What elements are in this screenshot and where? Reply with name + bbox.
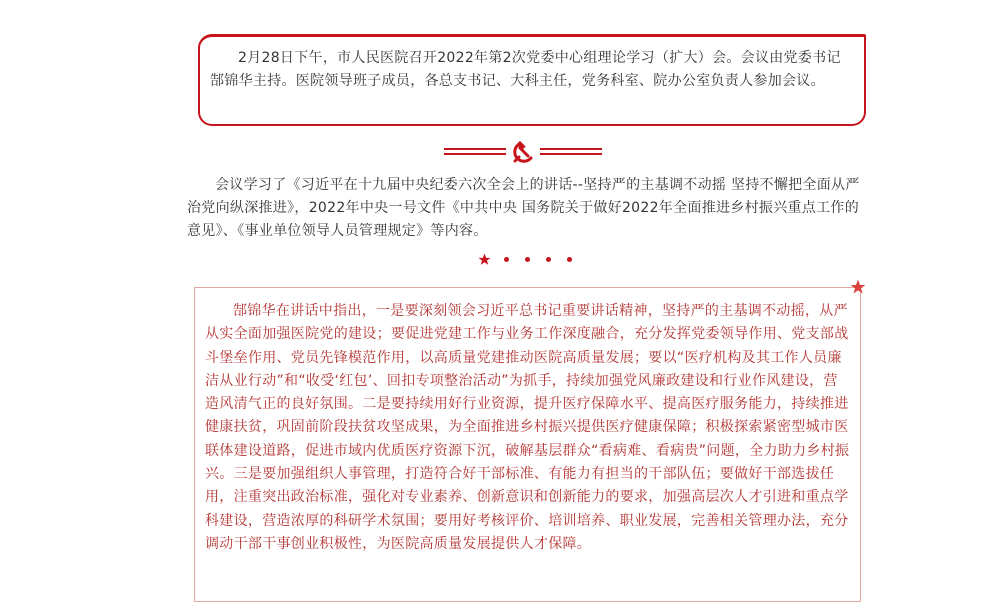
dot: [504, 257, 509, 262]
dot: [567, 257, 572, 262]
study-content-paragraph: 会议学习了《习近平在十九届中央纪委六次全会上的讲话--坚持严的主基调不动摇 坚持不懈把全面从严治党向纵深推进》，2022年中央一号文件《中共中央 国务院关于做好2022年全面推进乡村振兴重点工作的意见》、《事业单位领导人员管理规定》等内容。: [187, 177, 860, 239]
intro-paragraph: 2月28日下午，市人民医院召开2022年第2次党委中心组理论学习（扩大）会。会议由党委书记郜锦华主持。医院领导班子成员，各总支书记、大科主任，党务科室、院办公室负责人参加会议。: [210, 50, 841, 89]
intro-box: [198, 34, 866, 126]
dot: [546, 257, 551, 262]
speech-box: [194, 287, 861, 602]
hammer-sickle-icon: [510, 140, 536, 166]
divider-line-right: [540, 148, 602, 156]
star-icon: [850, 279, 866, 295]
star-icon: [478, 253, 491, 266]
decorative-dots: [478, 253, 578, 267]
section-divider: [440, 140, 606, 168]
speech-paragraph: 郜锦华在讲话中指出，一是要深刻领会习近平总书记重要讲话精神，坚持严的主基调不动摇，从严从实全面加强医院党的建设；要促进党建工作与业务工作深度融合，充分发挥党委领导作用、党支部战斗堡垒作用、党员先锋模范作用，以高质量党建推动医院高质量发展；要以“医疗机构及其工作人员廉洁从业行动”和“收受‘红包’、回扣专项整治活动”为抓手，持续加强党风廉政建设和行业作风建设，营造风清气正的良好氛围。二是要持续用好行业资源，提升医疗保障水平、提高医疗服务能力，持续推进健康扶贫，巩固前阶段扶贫攻坚成果，为全面推进乡村振兴提供医疗健康保障；积极探索紧密型城市医联体建设道路，促进市域内优质医疗资源下沉，破解基层群众“看病难、看病贵”问题，全力助力乡村振兴。三是要加强组织人事管理，打造符合好干部标准、有能力有担当的干部队伍；要做好干部选拔任用，注重突出政治标准，强化对专业素养、创新意识和创新能力的要求，加强高层次人才引进和重点学科建设，营造浓厚的科研学术氛围；要用好考核评价、培训培养、职业发展，完善相关管理办法，充分调动干部干事创业积极性，为医院高质量发展提供人才保障。: [205, 303, 850, 552]
divider-line-left: [444, 148, 506, 156]
dot: [525, 257, 530, 262]
